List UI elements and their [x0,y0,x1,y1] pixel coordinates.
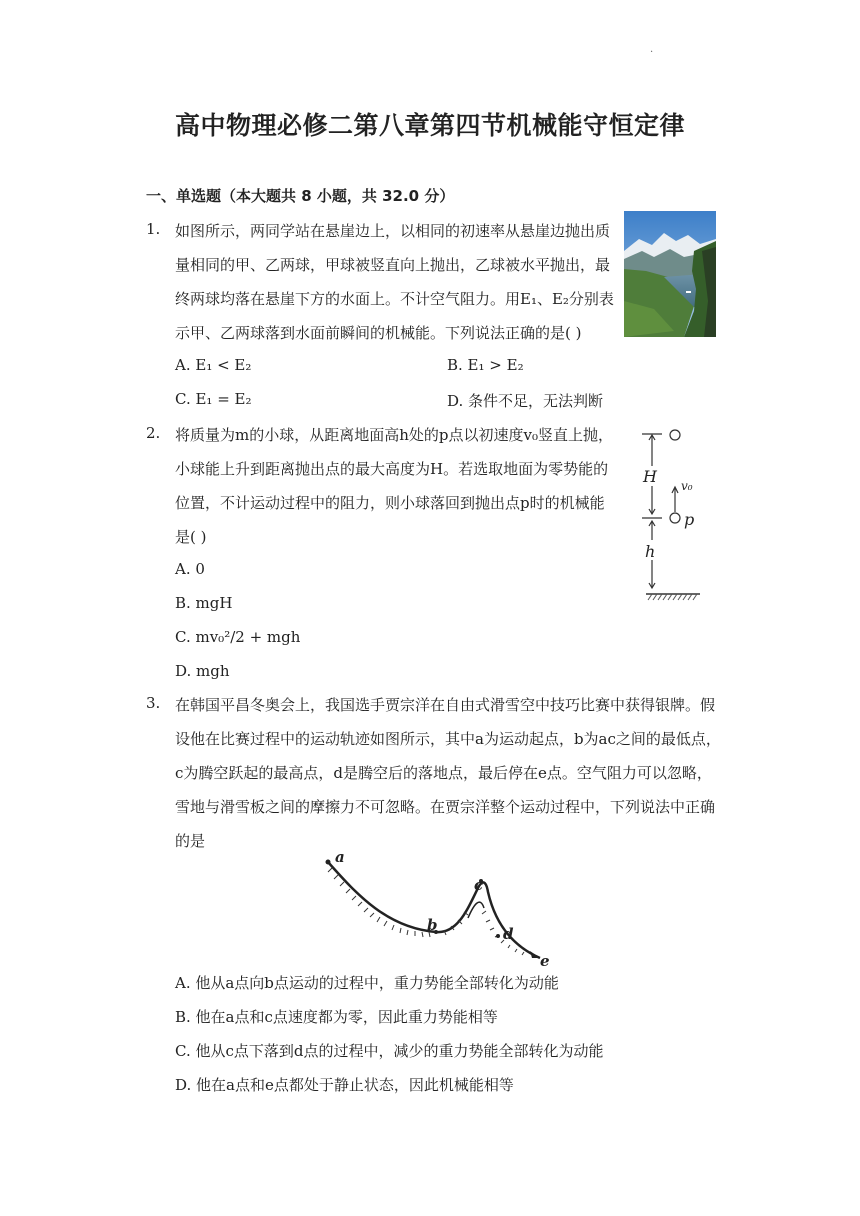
question-text-line: 小球能上升到距离抛出点的最大高度为H。若选取地面为零势能的 [175,460,609,478]
question-text-line: 雪地与滑雪板之间的摩擦力不可忽略。在贾宗洋整个运动过程中，下列说法中正确 [175,798,716,816]
section-heading: 一、单选题（本大题共 8 小题，共 32.0 分） [146,187,455,205]
option-d: D. 他在a点和e点都处于静止状态，因此机械能相等 [175,1076,514,1094]
question-text-line: 是( ) [175,528,207,546]
option-d: D. mgh [175,662,230,680]
label-p: p [684,510,695,529]
label-b: b [427,916,438,934]
option-b: B. 他在a点和c点速度都为零，因此重力势能相等 [175,1008,498,1026]
question-text-line: 如图所示，两同学站在悬崖边上，以相同的初速率从悬崖边抛出质 [175,222,611,240]
option-b: B. mgH [175,594,233,612]
question-number: 1. [146,220,161,238]
label-d: d [503,925,514,943]
label-c: c [474,876,484,894]
option-c: C. 他从c点下落到d点的过程中，减少的重力势能全部转化为动能 [175,1042,604,1060]
question-text-line: 设他在比赛过程中的运动轨迹如图所示，其中a为运动起点，b为ac之间的最低点， [175,730,721,748]
page-title: 高中物理必修二第八章第四节机械能守恒定律 [174,111,685,140]
option-c: C. mv₀²/2 + mgh [175,628,301,646]
question-text-line: 在韩国平昌冬奥会上，我国选手贾宗洋在自由式滑雪空中技巧比赛中获得银牌。假 [175,696,716,714]
label-h: h [645,542,656,561]
option-a: A. 他从a点向b点运动的过程中，重力势能全部转化为动能 [175,974,559,992]
question-text-line: 将质量为m的小球，从距离地面高h处的p点以初速度v₀竖直上抛， [175,426,613,444]
cliff-photo [624,211,716,337]
label-v0: v₀ [681,479,693,493]
option-d: D. 条件不足，无法判断 [447,392,604,410]
question-text-line: 示甲、乙两球落到水面前瞬间的机械能。下列说法正确的是( ) [175,324,582,342]
header-dot: . [650,44,654,55]
option-b: B. E₁ > E₂ [447,356,524,374]
ski-trajectory-figure [318,848,550,968]
option-a: A. 0 [175,560,205,578]
label-e: e [540,952,550,968]
label-H: H [643,467,657,486]
question-text-line: 量相同的甲、乙两球，甲球被竖直向上抛出，乙球被水平抛出，最 [175,256,611,274]
option-c: C. E₁ = E₂ [175,390,252,408]
label-a: a [335,848,345,866]
question-text-line: 终两球均落在悬崖下方的水面上。不计空气阻力。用E₁、E₂分别表 [175,290,614,308]
question-text-line: c为腾空跃起的最高点，d是腾空后的落地点，最后停在e点。空气阻力可以忽略， [175,764,712,782]
vertical-throw-figure [638,424,708,604]
question-text-line: 位置，不计运动过程中的阻力，则小球落回到抛出点p时的机械能 [175,494,605,512]
question-number: 2. [146,424,161,442]
option-a: A. E₁ < E₂ [175,356,252,374]
question-text-line: 的是 [175,832,206,850]
question-number: 3. [146,694,161,712]
